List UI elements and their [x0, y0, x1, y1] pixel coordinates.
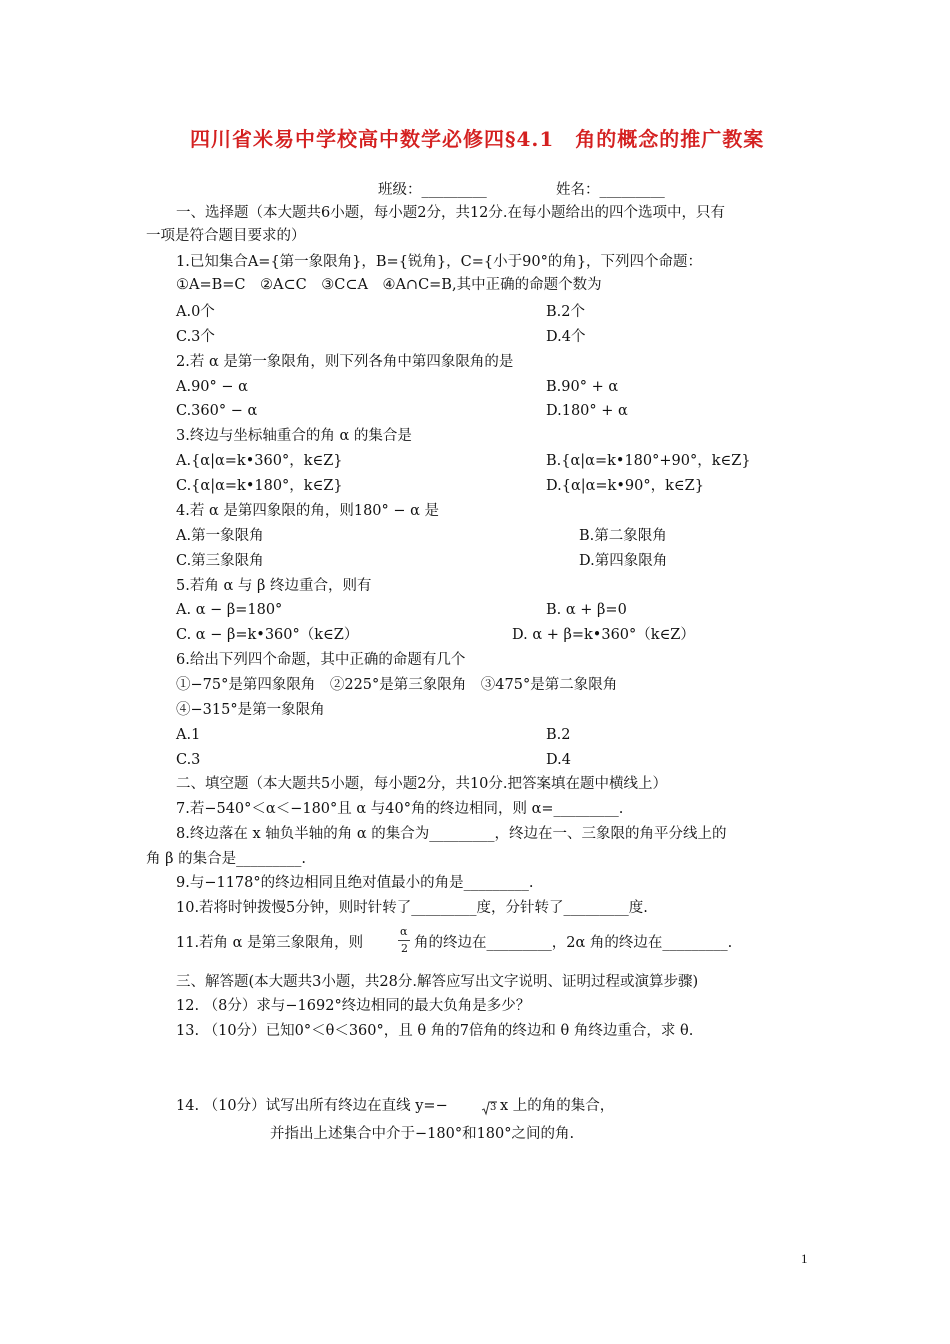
q1-option-a: A.0个 — [176, 304, 215, 320]
document-title: 四川省米易中学校高中数学必修四§4.1 角的概念的推广教案 — [190, 127, 765, 151]
section-3-heading: 三、解答题(本大题共3小题，共28分.解答应写出文字说明、证明过程或演算步骤) — [176, 974, 699, 990]
q4-option-a: A.第一象限角 — [176, 528, 264, 544]
q2-option-d: D.180° + α — [546, 403, 628, 419]
q4-option-b: B.第二象限角 — [579, 528, 667, 544]
q11-fraction-bar — [398, 940, 410, 941]
q1-stem: 1.已知集合A={第一象限角}，B={锐角}，C={小于90°的角}，下列四个命题： — [176, 254, 703, 270]
q13-text: 13. （10分）已知0°＜θ＜360°，且 θ 角的7倍角的终边和 θ 角终边重合，求 θ. — [176, 1023, 694, 1039]
q3-option-c: C.{α|α=k•180°，k∈Z} — [176, 478, 343, 494]
q8-line-2: 角 β 的集合是_________. — [146, 851, 306, 867]
q4-option-d: D.第四象限角 — [579, 553, 668, 569]
q2-stem: 2.若 α 是第一象限角，则下列各角中第四象限角的是 — [176, 354, 514, 370]
q3-option-a: A.{α|α=k•360°，k∈Z} — [176, 453, 343, 469]
q1-option-d: D.4个 — [546, 329, 586, 345]
q6-propositions-1: ①−75°是第四象限角 ②225°是第三象限角 ③475°是第二象限角 — [176, 677, 618, 693]
q4-stem: 4.若 α 是第四象限的角，则180° − α 是 — [176, 503, 440, 519]
q8-line-1: 8.终边落在 x 轴负半轴的角 α 的集合为_________，终边在一、三象限的角平分线上的 — [176, 826, 727, 842]
q7-text: 7.若−540°＜α＜−180°且 α 与40°角的终边相同，则 α=_________. — [176, 801, 624, 817]
q2-option-b: B.90° + α — [546, 379, 619, 395]
q14-suffix: x 上的角的集合， — [500, 1098, 615, 1114]
q11-fraction-numerator: α — [400, 925, 408, 938]
sqrt-radicand: 3 — [490, 1102, 497, 1113]
q6-stem: 6.给出下列四个命题，其中正确的命题有几个 — [176, 652, 466, 668]
name-field-label: 姓名：_________ — [556, 182, 665, 198]
q5-option-d: D. α + β=k•360°（k∈Z） — [512, 627, 695, 643]
q4-option-c: C.第三象限角 — [176, 553, 264, 569]
q3-option-b: B.{α|α=k•180°+90°，k∈Z} — [546, 453, 751, 469]
q6-propositions-2: ④−315°是第一象限角 — [176, 702, 325, 718]
q5-option-c: C. α − β=k•360°（k∈Z） — [176, 627, 359, 643]
q14-line-2: 并指出上述集合中介于−180°和180°之间的角. — [270, 1126, 575, 1142]
q9-text: 9.与−1178°的终边相同且绝对值最小的角是_________. — [176, 875, 534, 891]
q6-option-b: B.2 — [546, 727, 571, 743]
q14-prefix: 14. （10分）试写出所有终边在直线 y=− — [176, 1098, 448, 1114]
q11-suffix: 角的终边在_________，2α 角的终边在_________. — [414, 935, 733, 951]
q5-option-a: A. α − β=180° — [176, 602, 283, 618]
q12-text: 12. （8分）求与−1692°终边相同的最大负角是多少？ — [176, 998, 531, 1014]
q1-option-c: C.3个 — [176, 329, 215, 345]
q10-text: 10.若将时钟拨慢5分钟，则时针转了_________度，分针转了_________度. — [176, 900, 648, 916]
section-1-heading-cont: 一项是符合题目要求的） — [146, 228, 306, 244]
q3-stem: 3.终边与坐标轴重合的角 α 的集合是 — [176, 428, 412, 444]
section-1-heading: 一、选择题（本大题共6小题，每小题2分，共12分.在每小题给出的四个选项中，只有 — [176, 205, 726, 221]
q1-propositions: ①A=B=C ②A⊂C ③C⊂A ④A∩C=B,其中正确的命题个数为 — [176, 277, 602, 293]
q5-stem: 5.若角 α 与 β 终边重合，则有 — [176, 578, 372, 594]
class-field-label: 班级：_________ — [378, 182, 487, 198]
q1-option-b: B.2个 — [546, 304, 585, 320]
q6-option-d: D.4 — [546, 752, 571, 768]
q2-option-a: A.90° − α — [176, 379, 248, 395]
section-2-heading: 二、填空题（本大题共5小题，每小题2分，共10分.把答案填在题中横线上） — [176, 776, 668, 792]
q11-fraction-denominator: 2 — [401, 942, 408, 955]
q3-option-d: D.{α|α=k•90°，k∈Z} — [546, 478, 704, 494]
q5-option-b: B. α + β=0 — [546, 602, 627, 618]
q11-prefix: 11.若角 α 是第三象限角，则 — [176, 935, 364, 951]
q6-option-a: A.1 — [176, 727, 201, 743]
page-number: 1 — [801, 1251, 808, 1266]
q2-option-c: C.360° − α — [176, 403, 258, 419]
q6-option-c: C.3 — [176, 752, 201, 768]
